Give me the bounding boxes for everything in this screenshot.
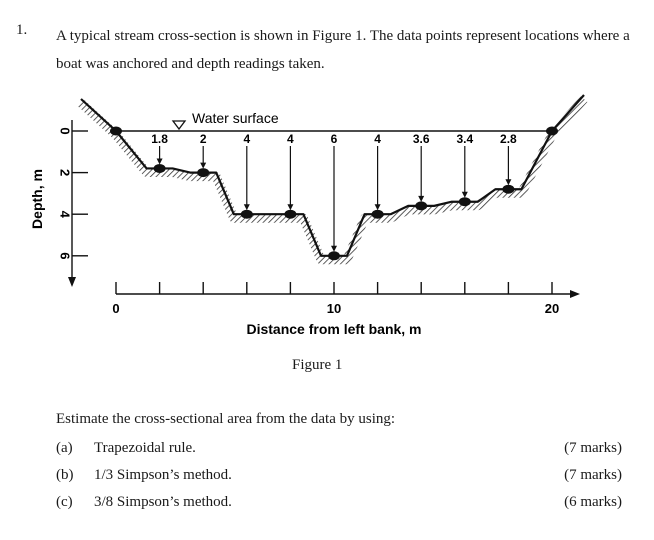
part-c-label: (c) (56, 494, 73, 510)
data-point-20m (546, 127, 558, 136)
part-a-marks: (7 marks) (564, 440, 622, 456)
data-point-18m (502, 185, 514, 194)
part-c-text: 3/8 Simpson’s method. (94, 494, 232, 510)
depth-arrowhead-14m (418, 196, 424, 202)
question-number: 1. (16, 22, 28, 38)
part-a-label: (a) (56, 440, 73, 456)
x-tick-label-20: 20 (544, 301, 560, 316)
part-b-label: (b) (56, 467, 74, 483)
x-tick-label-10: 10 (326, 301, 342, 316)
data-point-4m (197, 168, 209, 177)
depth-arrowhead-6m (244, 204, 250, 210)
water-surface-label: Water surface (192, 110, 279, 126)
data-point-0m (110, 127, 122, 136)
question-intro: A typical stream cross-section is shown in Figure 1. The data points represent locations where a boat was anchored and depth readings taken. (56, 28, 630, 72)
figure-caption: Figure 1 (292, 357, 343, 373)
y-tick-label-2: 2 (57, 168, 73, 177)
depth-label-18m: 2.8 (500, 132, 517, 146)
part-a-text: Trapezoidal rule. (94, 440, 196, 456)
y-tick-label-6: 6 (57, 252, 73, 260)
depth-arrowhead-16m (462, 192, 468, 198)
data-point-16m (459, 197, 471, 206)
depth-arrowhead-10m (331, 246, 337, 252)
data-point-8m (284, 210, 296, 219)
depth-label-4m: 2 (199, 132, 207, 146)
part-c-marks: (6 marks) (564, 494, 622, 510)
y-tick-label-0: 0 (57, 127, 73, 135)
depth-arrowhead-2m (157, 158, 163, 164)
data-point-6m (241, 210, 253, 219)
depth-label-2m: 1.8 (151, 132, 168, 146)
depth-arrowhead-8m (287, 204, 293, 210)
data-point-14m (415, 201, 427, 210)
cross-section-chart (20, 82, 620, 342)
y-tick-label-4: 4 (57, 210, 73, 218)
y-axis-arrow (68, 277, 76, 287)
depth-label-14m: 3.6 (412, 132, 430, 146)
depth-label-10m: 6 (330, 132, 338, 146)
part-b-text: 1/3 Simpson’s method. (94, 467, 232, 483)
data-point-2m (154, 164, 166, 173)
depth-arrowhead-4m (200, 163, 206, 169)
x-tick-label-0: 0 (112, 301, 120, 316)
depth-arrowhead-12m (375, 204, 381, 210)
depth-label-16m: 3.4 (456, 132, 474, 146)
task-prompt: Estimate the cross-sectional area from the data by using: (56, 411, 396, 427)
data-point-10m (328, 251, 340, 260)
depth-arrowhead-18m (505, 179, 511, 185)
data-point-12m (372, 210, 384, 219)
depth-label-12m: 4 (374, 132, 381, 146)
water-surface-symbol (173, 121, 185, 129)
depth-label-8m: 4 (287, 132, 294, 146)
y-axis-label: Depth, m (29, 169, 45, 229)
x-axis-label: Distance from left bank, m (246, 321, 422, 337)
depth-label-6m: 4 (243, 132, 251, 146)
figure-1 (20, 82, 620, 342)
part-b-marks: (7 marks) (564, 467, 622, 483)
x-axis-arrow (570, 290, 580, 298)
